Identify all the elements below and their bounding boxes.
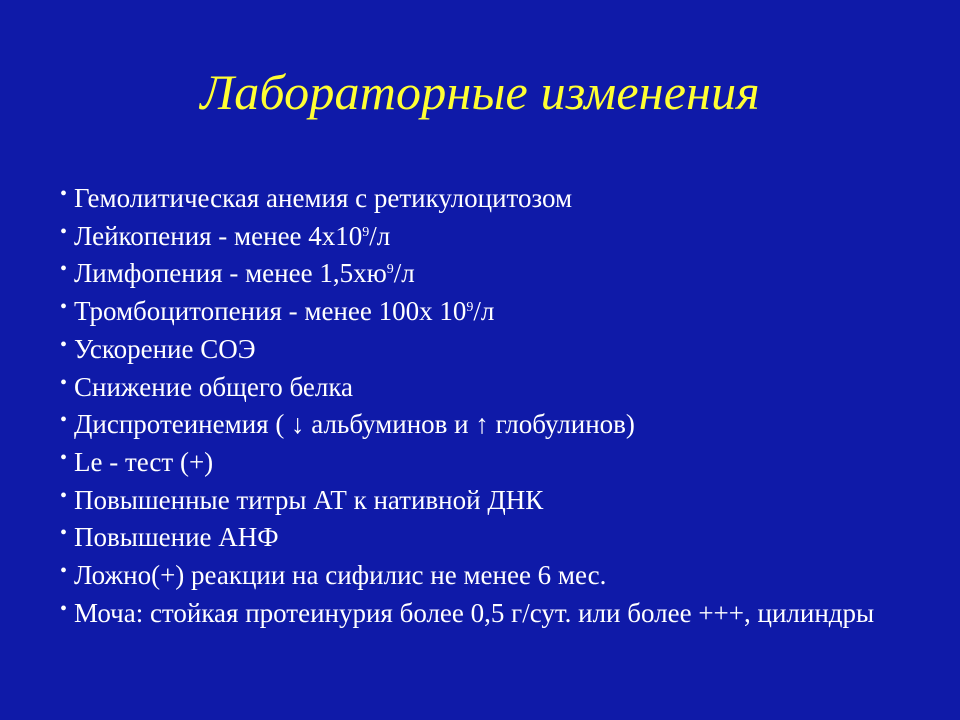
bullet-icon: • xyxy=(60,597,68,620)
list-item-text: Гемолитическая анемия с ретикулоцитозом xyxy=(74,183,573,213)
slide-title: Лабораторные изменения xyxy=(200,64,760,120)
list-item-unit: /л xyxy=(473,296,495,327)
list-item-text: Повышенные титры АТ к нативной ДНК xyxy=(74,484,544,515)
list-item-text: Лимфопения - менее 1,5хю xyxy=(74,258,387,289)
list-item-text: Ускорение СОЭ xyxy=(74,333,256,364)
list-item-urine xyxy=(60,595,920,632)
list-item-total-protein xyxy=(60,369,940,407)
list-item-text: Моча: стойкая протеинурия более 0,5 г/сут. или более +++, цилиндры xyxy=(74,597,875,628)
bullet-icon: • xyxy=(60,484,68,507)
bullet-icon: • xyxy=(60,560,68,583)
list-item-esr xyxy=(60,331,940,369)
bullet-icon: • xyxy=(60,409,68,432)
bullet-icon: • xyxy=(60,371,68,394)
list-item-text: Повышение АНФ xyxy=(74,522,279,553)
list-item-text: Снижение общего белка xyxy=(74,371,354,402)
list-item-unit: /л xyxy=(369,220,391,251)
list-item-syphilis xyxy=(60,557,940,595)
list-item-le-test xyxy=(60,444,940,482)
bullet-icon: • xyxy=(60,183,68,205)
list-item-thrombocytopenia xyxy=(60,293,940,331)
list-item-anf xyxy=(60,519,940,557)
bullet-icon: • xyxy=(60,446,68,469)
bullet-icon: • xyxy=(60,333,68,356)
bullet-icon: • xyxy=(60,296,68,319)
list-item-text: Диспротеинемия ( ↓ альбуминов и ↑ глобулинов) xyxy=(74,409,635,440)
bullet-list xyxy=(60,180,940,632)
list-item-hemolytic-anemia xyxy=(60,180,940,218)
list-item-unit: /л xyxy=(393,258,415,289)
bullet-icon: • xyxy=(60,220,68,243)
list-item-text: Le - тест (+) xyxy=(74,446,214,477)
exponent: 9 xyxy=(466,300,474,316)
bullet-icon: • xyxy=(60,258,68,281)
exponent: 9 xyxy=(362,224,370,240)
list-item-lymphopenia xyxy=(60,255,940,293)
list-item-text: Лейкопения - менее 4х10 xyxy=(74,220,363,251)
list-item-anti-dna xyxy=(60,482,940,520)
exponent: 9 xyxy=(386,262,394,278)
bullet-icon: • xyxy=(60,522,68,545)
list-item-text: Тромбоцитопения - менее 100х 10 xyxy=(74,296,467,327)
list-item-dysproteinemia xyxy=(60,406,940,444)
list-item-leukopenia xyxy=(60,218,940,256)
list-item-text: Ложно(+) реакции на сифилис не менее 6 мес. xyxy=(74,560,607,591)
